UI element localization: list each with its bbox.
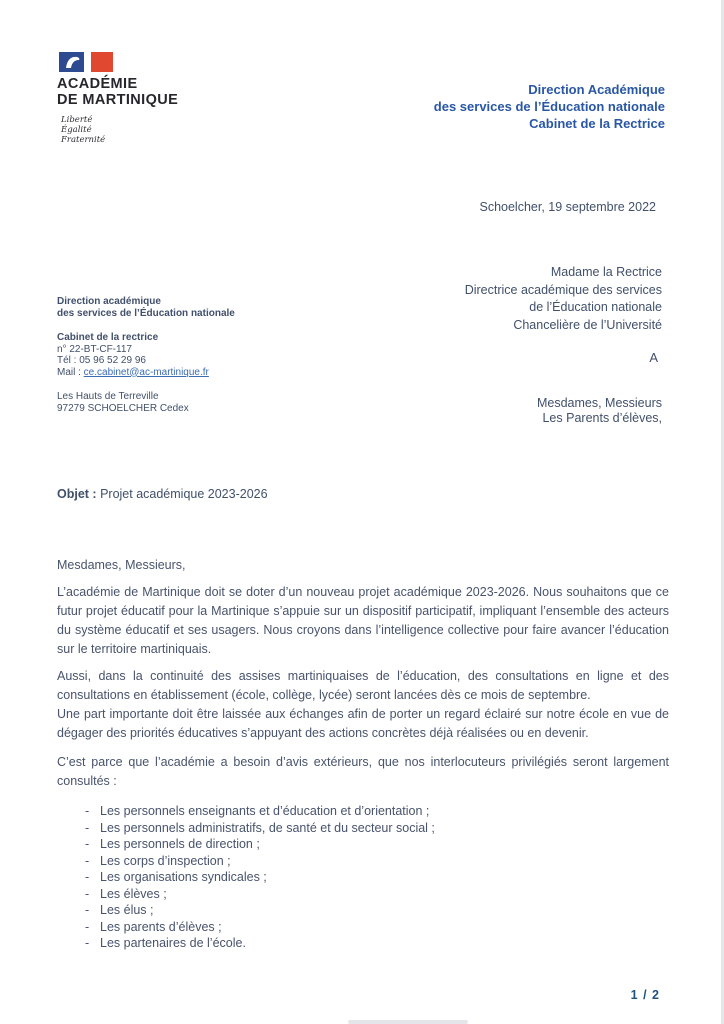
dash-bullet: - [85, 804, 90, 818]
list-item-text: Les élus ; [100, 903, 154, 917]
sender-mail-line [57, 367, 235, 379]
academy-name-line1: ACADÉMIE [57, 76, 138, 92]
list-item-text: Les partenaires de l’école. [100, 936, 246, 950]
sender-email-link[interactable]: ce.cabinet@ac-martinique.fr [83, 366, 209, 378]
salutation-line2: Les Parents d’élèves, [542, 411, 662, 425]
body-paragraph-1: L’académie de Martinique doit se doter d’un nouveau projet académique 2023-2026. Nous souhaitons que ce futur projet éducatif pour la Martinique s’appuie sur un dispositif participatif, impliquant l’ensemble des acteurs du système éducatif et ses usagers. Nous croyons dans l’intelligence collective pour faire avancer l’éducation sur le territoire martiniquais. [57, 585, 669, 656]
page-number: 1 / 2 [630, 988, 660, 1002]
list-item-text: Les personnels administratifs, de santé et du secteur social ; [100, 820, 435, 835]
list-item [57, 836, 669, 853]
list-item-text: Les organisations syndicales ; [100, 870, 267, 884]
recipient-line4: Chancelière de l’Université [513, 317, 662, 332]
recipient-block [465, 264, 662, 367]
body-paragraph-2a: Aussi, dans la continuité des assises martiniquaises de l’éducation, des consultations en ligne et des consultations en établissement (école, collège, lycée) seront lancées dès ce mois de septembre. [57, 669, 669, 702]
sender-contact-block [57, 296, 235, 414]
subject-label: Objet : [57, 487, 97, 501]
list-item [57, 820, 669, 837]
spacer [57, 378, 235, 391]
academie-logo [57, 52, 178, 145]
academy-name [57, 77, 178, 108]
spacer [57, 319, 235, 332]
list-item-text: Les personnels enseignants et d’éducation et d’orientation ; [100, 804, 430, 818]
sender-dept-line1: Direction académique [57, 296, 161, 307]
list-item [57, 902, 669, 919]
recipient-line1: Madame la Rectrice [550, 265, 662, 279]
sender-address-line1: Les Hauts de Terreville [57, 391, 159, 402]
date-line: Schoelcher, 19 septembre 2022 [479, 200, 656, 214]
motto-fraternite: Fraternité [61, 135, 106, 145]
list-item [57, 919, 669, 936]
department-header-line3: Cabinet de la Rectrice [529, 116, 665, 131]
sender-address-line2: 97279 SCHOELCHER Cedex [57, 402, 189, 414]
list-item-text: Les élèves ; [100, 886, 167, 901]
dash-bullet: - [85, 870, 90, 884]
body-greeting: Mesdames, Messieurs, [57, 558, 186, 572]
dash-bullet: - [85, 919, 90, 934]
list-item-text: Les personnels de direction ; [100, 837, 260, 851]
subject-text: Projet académique 2023-2026 [96, 487, 268, 501]
list-item-text: Les parents d’élèves ; [100, 919, 222, 934]
recipient-line2: Directrice académique des services [464, 282, 662, 297]
academy-name-line2: DE MARTINIQUE [57, 91, 179, 108]
scan-smudge-artifact [348, 1020, 468, 1024]
body-paragraph-2b: Une part importante doit être laissée aux échanges afin de porter un regard éclairé sur notre école en vue de dégager des priorités éducatives s’appuyant des actions concrètes déjà réalisées ou en devenir. [57, 707, 669, 740]
french-flag-icon [59, 52, 115, 73]
consulted-groups-list [57, 803, 669, 952]
sender-reference-number: n° 22-BT-CF-117 [57, 343, 132, 355]
recipient-a: A [649, 350, 658, 365]
body-paragraph-3: C’est parce que l’académie a besoin d’avis extérieurs, que nos interlocuteurs privilégiés seront largement consultés : [57, 755, 669, 788]
list-item [57, 853, 669, 870]
sender-phone: Tél : 05 96 52 29 96 [57, 355, 146, 366]
dash-bullet: - [85, 903, 90, 917]
list-item-text: Les corps d’inspection ; [100, 853, 231, 868]
subject-line [57, 487, 268, 501]
republic-motto [61, 115, 178, 145]
list-item [57, 935, 669, 952]
salutation-block [537, 396, 662, 426]
list-item [57, 803, 669, 820]
dash-bullet: - [85, 837, 90, 851]
salutation-line1: Mesdames, Messieurs [536, 396, 662, 410]
sender-office: Cabinet de la rectrice [57, 332, 159, 343]
list-item [57, 869, 669, 886]
dash-bullet: - [85, 820, 90, 835]
department-header-line2: des services de l’Éducation nationale [433, 99, 665, 114]
list-item [57, 886, 669, 903]
dash-bullet: - [85, 886, 90, 901]
dash-bullet: - [85, 853, 90, 868]
dash-bullet: - [85, 936, 90, 950]
letter-body [57, 556, 669, 952]
department-header [434, 81, 665, 132]
sender-dept-line2: des services de l’Éducation nationale [57, 307, 235, 319]
department-header-line1: Direction Académique [528, 82, 665, 97]
sender-mail-label: Mail : [57, 366, 84, 378]
motto-liberte: Liberté [61, 115, 93, 125]
recipient-line3: de l’Éducation nationale [529, 300, 662, 314]
motto-egalite: Égalité [61, 125, 92, 135]
body-paragraph-2 [57, 667, 669, 743]
